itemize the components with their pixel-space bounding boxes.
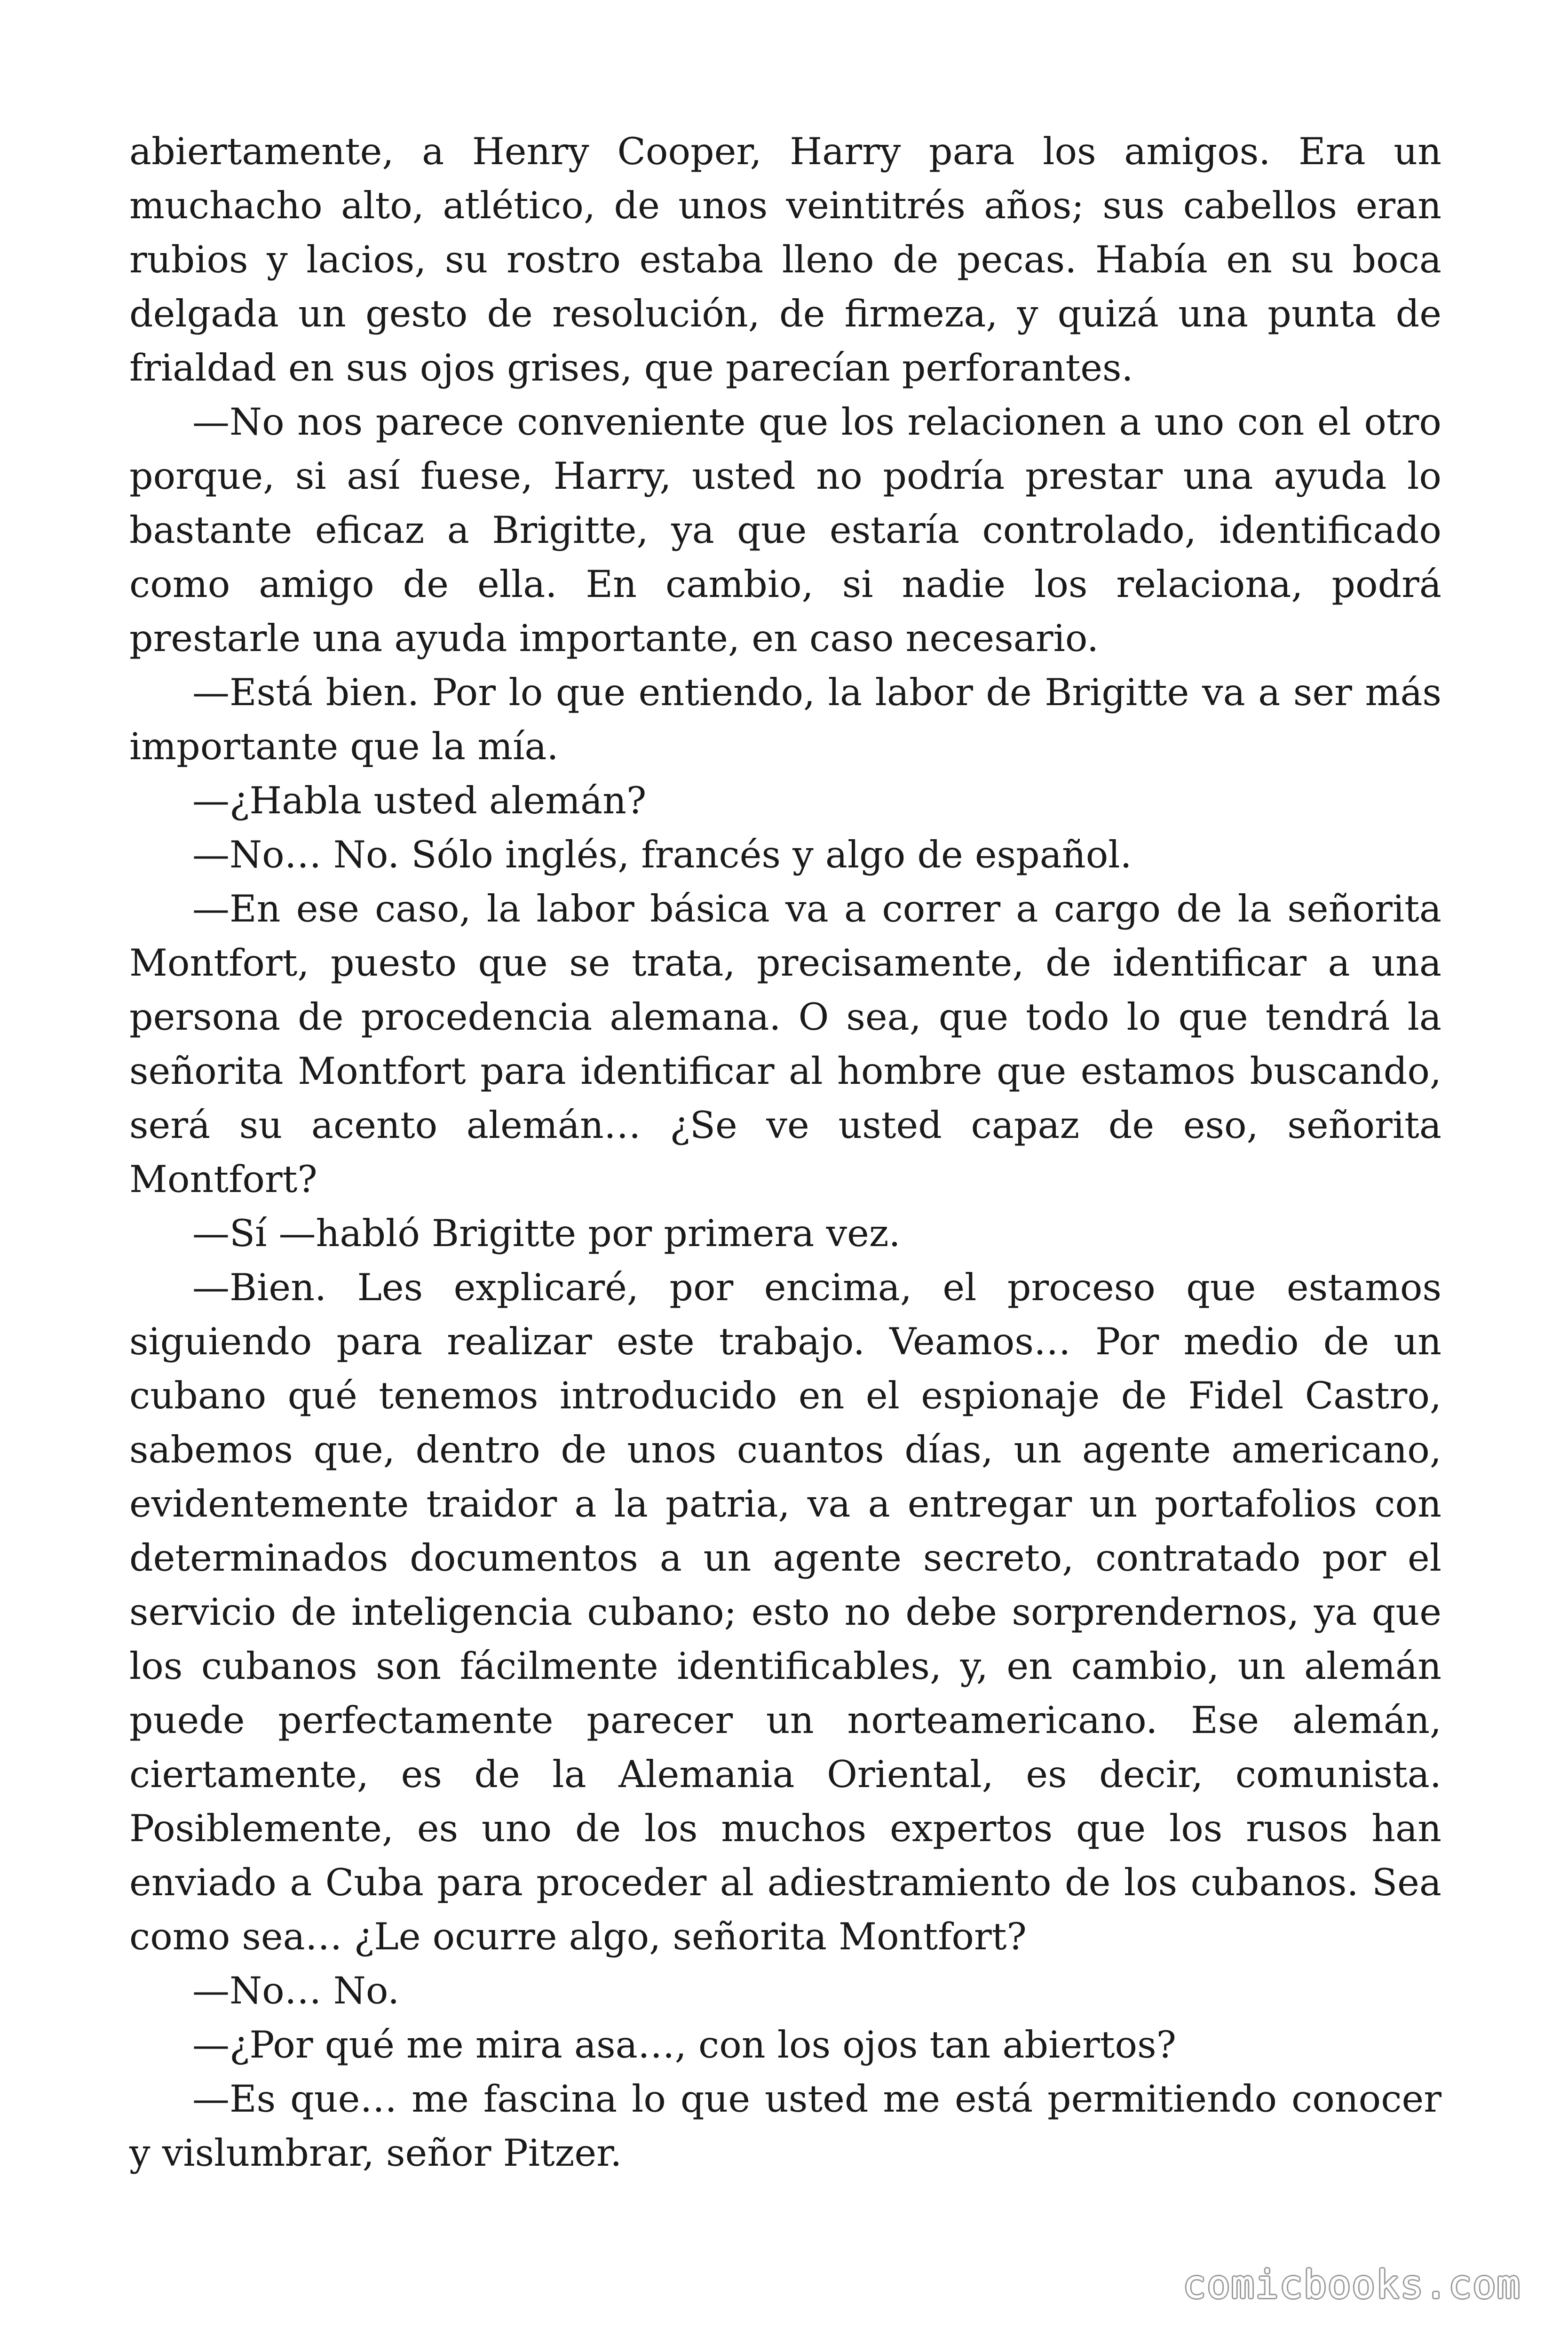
paragraph-dialogue: —Es que… me fascina lo que usted me está permitiendo conocer y vislumbrar, señor Pitzer. [129,2077,1441,2175]
paragraph-dialogue: —Sí —habló Brigitte por primera vez. [192,1212,901,1255]
paragraph-dialogue: —No… No. [192,1969,400,2012]
paragraph-dialogue: —En ese caso, la labor básica va a correr a cargo de la señorita Montfort, puesto que se trata, precisamente, de identificar a una persona de procedencia alemana. O sea, que todo lo que tendrá la señorita Montfort para identificar al hombre que estamos buscando, será su acento alemán… ¿Se ve usted capaz de eso, señorita Montfort? [129,887,1441,1201]
paragraph-dialogue: —Bien. Les explicaré, por encima, el proceso que estamos siguiendo para realizar este trabajo. Veamos… Por medio de un cubano qué tenemos introducido en el espionaje de Fidel Castro, sabemos que, dentro de unos cuantos días, un agente americano, evidentemente traidor a la patria, va a entregar un portafolios con determinados documentos a un agente secreto, contratado por el servicio de inteligencia cubano; esto no debe sorprendernos, ya que los cubanos son fácilmente identificables, y, en cambio, un alemán puede perfectamente parecer un norteamericano. Ese alemán, ciertamente, es de la Alemania Oriental, es decir, comunista. Posiblemente, es uno de los muchos expertos que los rusos han enviado a Cuba para proceder al adiestramiento de los cubanos. Sea como sea… ¿Le ocurre algo, señorita Montfort? [129,1266,1441,1958]
watermark-logo: comicbooks.com [1182,2263,1521,2307]
paragraph-dialogue: —¿Habla usted alemán? [192,779,647,822]
paragraph-continuation: abiertamente, a Henry Cooper, Harry para los amigos. Era un muchacho alto, atlético, de unos veintitrés años; sus cabellos eran rubios y lacios, su rostro estaba lleno de pecas. Había en su boca delgada un gesto de resolución, de firmeza, y quizá una punta de frialdad en sus ojos grises, que parecían perforantes. [129,130,1441,389]
paragraph-dialogue: —Está bien. Por lo que entiendo, la labor de Brigitte va a ser más importante que la mía. [129,671,1441,768]
paragraph-dialogue: —No… No. Sólo inglés, francés y algo de español. [192,833,1132,876]
paragraph-dialogue: —No nos parece conveniente que los relacionen a uno con el otro porque, si así fuese, Harry, usted no podría prestar una ayuda lo bastante eficaz a Brigitte, ya que estaría controlado, identificado como amigo de ella. En cambio, si nadie los relaciona, podrá prestarle una ayuda importante, en caso necesario. [129,400,1441,660]
page-text [129,125,1441,2180]
paragraph-dialogue: —¿Por qué me mira asa…, con los ojos tan abiertos? [192,2023,1176,2066]
